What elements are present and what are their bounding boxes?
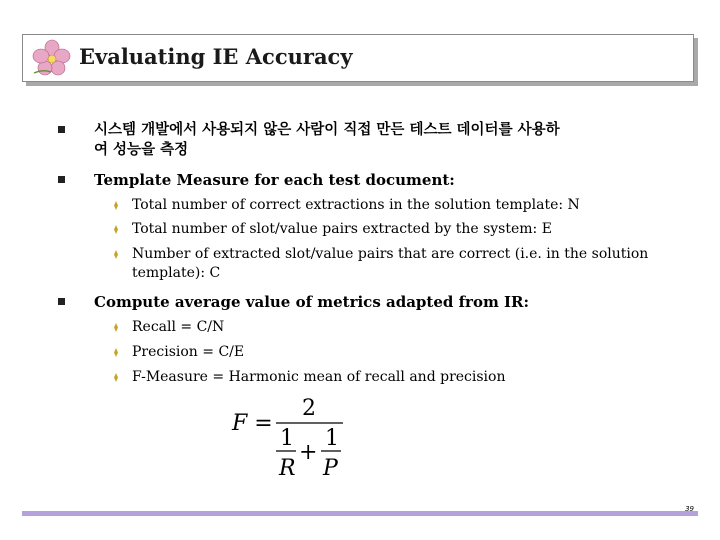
slide-title: Evaluating IE Accuracy [79, 44, 353, 69]
diamond-bullet-icon [114, 225, 118, 234]
formula-one-p: 1 [325, 426, 339, 451]
square-bullet-icon [58, 126, 65, 133]
formula-numerator: 2 [302, 396, 316, 421]
footer-bar [22, 511, 698, 516]
title-box [22, 34, 694, 82]
sub-bullet-text: Number of extracted slot/value pairs that are correct (i.e. in the solution [132, 246, 649, 262]
square-bullet-icon [58, 176, 65, 183]
formula-r: R [279, 456, 296, 481]
sub-bullet-text: F-Measure = Harmonic mean of recall and precision [132, 369, 506, 385]
diamond-bullet-icon [114, 201, 118, 210]
sub-bullet-text: Total number of slot/value pairs extracted by the system: E [132, 221, 552, 237]
sub-bullet-text: Precision = C/E [132, 344, 245, 360]
bullet-korean-line2: 여 성능을 측정 [94, 142, 189, 158]
square-bullet-icon [58, 298, 65, 305]
bullet-compute-average-text: Compute average value of metrics adapted from IR: [94, 293, 530, 311]
flower-icon [31, 39, 73, 77]
diamond-bullet-icon [114, 373, 118, 382]
diamond-bullet-icon [114, 250, 118, 259]
formula-lhs: F = [232, 411, 273, 436]
diamond-bullet-icon [114, 323, 118, 332]
diamond-bullet-icon [114, 348, 118, 357]
bullet-korean-line1: 시스템 개발에서 사용되지 않은 사람이 직접 만든 테스트 데이터를 사용하 [94, 122, 560, 138]
f-measure-formula [230, 395, 355, 485]
page-number: 39 [685, 505, 694, 513]
sub-bullet-text-continued: template): C [132, 265, 221, 281]
formula-p: P [323, 456, 338, 481]
sub-bullet-text: Total number of correct extractions in the solution template: N [132, 197, 580, 213]
formula-plus: + [299, 440, 318, 465]
bullet-template-measure-text: Template Measure for each test document: [94, 171, 455, 189]
sub-bullet-text: Recall = C/N [132, 319, 225, 335]
formula-one-r: 1 [280, 426, 294, 451]
